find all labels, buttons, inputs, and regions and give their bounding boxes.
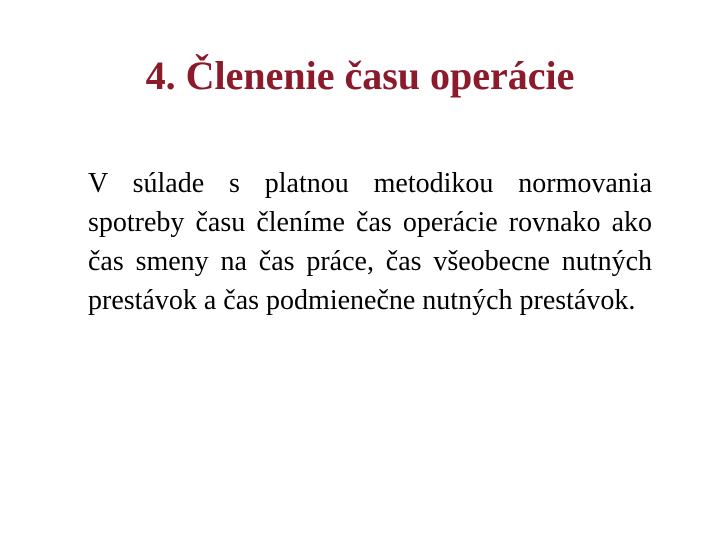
slide-title: 4. Členenie času operácie <box>145 53 575 98</box>
slide-body-text: V súlade s platnou metodikou normovania spotreby času členíme čas operácie rovnako ako čas smeny na čas práce, čas všeobecne nutných prestávok a čas podmienečne nutných prestávok. <box>88 168 652 316</box>
